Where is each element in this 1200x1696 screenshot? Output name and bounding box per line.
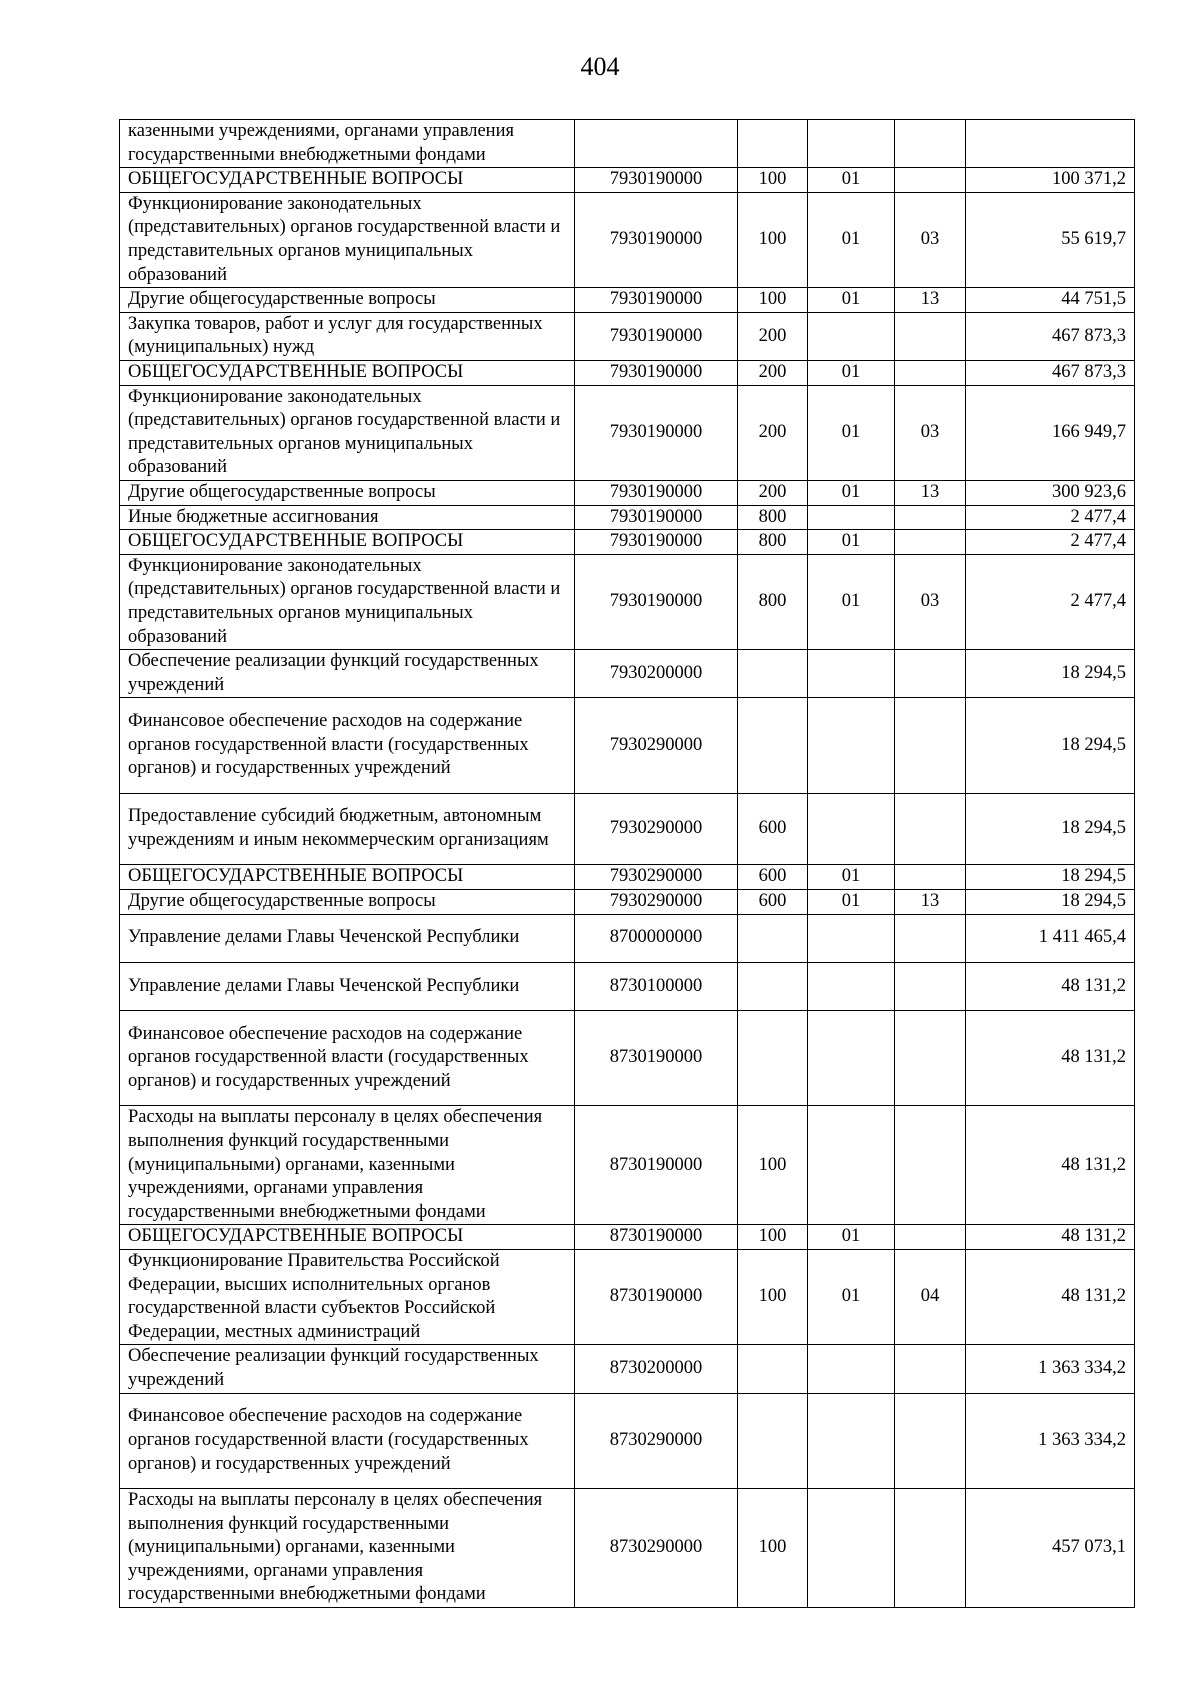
expense-name-cell: Расходы на выплаты персоналу в целях обеспечения выполнения функций государственными (муниципальными) органами, казенными учреждениями, органами управления государственными внебюджетными фондами	[120, 1489, 575, 1608]
amount-cell: 300 923,6	[966, 480, 1135, 505]
table-row	[120, 890, 1135, 915]
budget-table	[119, 119, 1135, 1608]
expense-name-cell: Закупка товаров, работ и услуг для государственных (муниципальных) нужд	[120, 312, 575, 360]
expense-name-cell: Иные бюджетные ассигнования	[120, 505, 575, 530]
expense-type-cell: 200	[738, 385, 808, 480]
expense-type-cell	[738, 962, 808, 1010]
expense-name-cell: Другие общегосударственные вопросы	[120, 288, 575, 313]
expense-type-cell	[738, 1011, 808, 1106]
amount-cell: 100 371,2	[966, 168, 1135, 193]
subsection-cell	[895, 865, 966, 890]
expense-type-cell: 100	[738, 168, 808, 193]
subsection-cell: 03	[895, 385, 966, 480]
expense-type-cell: 800	[738, 530, 808, 555]
target-code-cell: 7930190000	[575, 192, 738, 287]
section-cell	[808, 914, 895, 962]
expense-name-cell: Функционирование законодательных (представительных) органов государственной власти и представительных органов муниципальных образований	[120, 554, 575, 649]
target-code-cell: 8730100000	[575, 962, 738, 1010]
expense-type-cell	[738, 914, 808, 962]
section-cell: 01	[808, 554, 895, 649]
subsection-cell	[895, 168, 966, 193]
section-cell	[808, 650, 895, 698]
subsection-cell: 03	[895, 554, 966, 649]
expense-type-cell: 200	[738, 312, 808, 360]
amount-cell: 1 411 465,4	[966, 914, 1135, 962]
table-row	[120, 1489, 1135, 1608]
expense-type-cell	[738, 120, 808, 168]
table-row	[120, 865, 1135, 890]
amount-cell: 48 131,2	[966, 1225, 1135, 1250]
subsection-cell	[895, 793, 966, 865]
table-row	[120, 505, 1135, 530]
target-code-cell: 7930190000	[575, 288, 738, 313]
expense-type-cell: 200	[738, 480, 808, 505]
target-code-cell: 7930290000	[575, 698, 738, 793]
table-row	[120, 288, 1135, 313]
table-row	[120, 554, 1135, 649]
section-cell	[808, 1345, 895, 1393]
target-code-cell: 7930190000	[575, 505, 738, 530]
table-row	[120, 1106, 1135, 1225]
subsection-cell	[895, 1393, 966, 1488]
table-row	[120, 1393, 1135, 1488]
subsection-cell: 13	[895, 288, 966, 313]
table-row	[120, 120, 1135, 168]
section-cell	[808, 505, 895, 530]
target-code-cell: 7930290000	[575, 865, 738, 890]
subsection-cell	[895, 360, 966, 385]
section-cell: 01	[808, 288, 895, 313]
table-row	[120, 385, 1135, 480]
amount-cell: 18 294,5	[966, 650, 1135, 698]
target-code-cell: 8730200000	[575, 1345, 738, 1393]
subsection-cell	[895, 698, 966, 793]
table-row	[120, 192, 1135, 287]
expense-type-cell: 100	[738, 1225, 808, 1250]
target-code-cell: 7930190000	[575, 385, 738, 480]
amount-cell: 55 619,7	[966, 192, 1135, 287]
subsection-cell: 13	[895, 890, 966, 915]
target-code-cell: 8730290000	[575, 1393, 738, 1488]
expense-name-cell: ОБЩЕГОСУДАРСТВЕННЫЕ ВОПРОСЫ	[120, 168, 575, 193]
expense-name-cell: Финансовое обеспечение расходов на содержание органов государственной власти (государственных органов) и государственных учреждений	[120, 698, 575, 793]
expense-type-cell: 100	[738, 192, 808, 287]
subsection-cell	[895, 962, 966, 1010]
table-row	[120, 312, 1135, 360]
target-code-cell	[575, 120, 738, 168]
expense-name-cell: Предоставление субсидий бюджетным, автономным учреждениям и иным некоммерческим организациям	[120, 793, 575, 865]
expense-name-cell: Функционирование Правительства Российской Федерации, высших исполнительных органов государственной власти субъектов Российской Федерации, местных администраций	[120, 1250, 575, 1345]
target-code-cell: 8730190000	[575, 1106, 738, 1225]
target-code-cell: 7930190000	[575, 530, 738, 555]
section-cell	[808, 962, 895, 1010]
expense-type-cell: 600	[738, 865, 808, 890]
expense-name-cell: Финансовое обеспечение расходов на содержание органов государственной власти (государственных органов) и государственных учреждений	[120, 1011, 575, 1106]
amount-cell: 18 294,5	[966, 698, 1135, 793]
section-cell	[808, 120, 895, 168]
amount-cell: 457 073,1	[966, 1489, 1135, 1608]
table-row	[120, 1250, 1135, 1345]
expense-type-cell: 600	[738, 793, 808, 865]
amount-cell: 2 477,4	[966, 505, 1135, 530]
target-code-cell: 7930190000	[575, 554, 738, 649]
expense-type-cell: 100	[738, 1489, 808, 1608]
amount-cell: 18 294,5	[966, 890, 1135, 915]
section-cell: 01	[808, 1250, 895, 1345]
amount-cell: 18 294,5	[966, 865, 1135, 890]
section-cell: 01	[808, 192, 895, 287]
section-cell: 01	[808, 865, 895, 890]
subsection-cell	[895, 1345, 966, 1393]
table-row	[120, 793, 1135, 865]
expense-name-cell: ОБЩЕГОСУДАРСТВЕННЫЕ ВОПРОСЫ	[120, 1225, 575, 1250]
target-code-cell: 7930190000	[575, 312, 738, 360]
table-row	[120, 914, 1135, 962]
section-cell	[808, 793, 895, 865]
section-cell	[808, 698, 895, 793]
section-cell: 01	[808, 1225, 895, 1250]
table-row	[120, 1011, 1135, 1106]
table-row	[120, 698, 1135, 793]
expense-name-cell: Финансовое обеспечение расходов на содержание органов государственной власти (государственных органов) и государственных учреждений	[120, 1393, 575, 1488]
subsection-cell: 13	[895, 480, 966, 505]
subsection-cell	[895, 312, 966, 360]
expense-name-cell: Обеспечение реализации функций государственных учреждений	[120, 650, 575, 698]
section-cell: 01	[808, 480, 895, 505]
subsection-cell	[895, 650, 966, 698]
amount-cell: 1 363 334,2	[966, 1393, 1135, 1488]
target-code-cell: 7930190000	[575, 168, 738, 193]
subsection-cell	[895, 1225, 966, 1250]
section-cell	[808, 1106, 895, 1225]
section-cell: 01	[808, 168, 895, 193]
amount-cell: 48 131,2	[966, 1011, 1135, 1106]
target-code-cell: 7930200000	[575, 650, 738, 698]
subsection-cell	[895, 1011, 966, 1106]
expense-type-cell	[738, 1345, 808, 1393]
table-row	[120, 1345, 1135, 1393]
amount-cell: 1 363 334,2	[966, 1345, 1135, 1393]
expense-name-cell: казенными учреждениями, органами управления государственными внебюджетными фондами	[120, 120, 575, 168]
target-code-cell: 8730290000	[575, 1489, 738, 1608]
subsection-cell	[895, 1489, 966, 1608]
section-cell	[808, 1393, 895, 1488]
expense-type-cell: 600	[738, 890, 808, 915]
table-row	[120, 530, 1135, 555]
section-cell	[808, 1011, 895, 1106]
expense-type-cell: 100	[738, 288, 808, 313]
target-code-cell: 8730190000	[575, 1225, 738, 1250]
table-row	[120, 1225, 1135, 1250]
amount-cell: 18 294,5	[966, 793, 1135, 865]
target-code-cell: 7930190000	[575, 480, 738, 505]
amount-cell	[966, 120, 1135, 168]
table-row	[120, 480, 1135, 505]
expense-type-cell: 100	[738, 1250, 808, 1345]
target-code-cell: 8700000000	[575, 914, 738, 962]
expense-type-cell	[738, 650, 808, 698]
expense-type-cell	[738, 698, 808, 793]
target-code-cell: 7930290000	[575, 793, 738, 865]
table-row	[120, 962, 1135, 1010]
section-cell: 01	[808, 530, 895, 555]
amount-cell: 467 873,3	[966, 312, 1135, 360]
expense-type-cell: 800	[738, 554, 808, 649]
target-code-cell: 7930190000	[575, 360, 738, 385]
subsection-cell: 03	[895, 192, 966, 287]
section-cell: 01	[808, 385, 895, 480]
expense-name-cell: ОБЩЕГОСУДАРСТВЕННЫЕ ВОПРОСЫ	[120, 865, 575, 890]
subsection-cell	[895, 914, 966, 962]
expense-name-cell: Расходы на выплаты персоналу в целях обеспечения выполнения функций государственными (муниципальными) органами, казенными учреждениями, органами управления государственными внебюджетными фондами	[120, 1106, 575, 1225]
expense-name-cell: ОБЩЕГОСУДАРСТВЕННЫЕ ВОПРОСЫ	[120, 530, 575, 555]
page-number: 404	[580, 52, 620, 81]
expense-name-cell: Функционирование законодательных (представительных) органов государственной власти и представительных органов муниципальных образований	[120, 385, 575, 480]
subsection-cell	[895, 505, 966, 530]
expense-type-cell: 200	[738, 360, 808, 385]
expense-type-cell: 800	[738, 505, 808, 530]
amount-cell: 166 949,7	[966, 385, 1135, 480]
table-row	[120, 168, 1135, 193]
target-code-cell: 7930290000	[575, 890, 738, 915]
expense-type-cell: 100	[738, 1106, 808, 1225]
section-cell: 01	[808, 890, 895, 915]
amount-cell: 44 751,5	[966, 288, 1135, 313]
expense-name-cell: Другие общегосударственные вопросы	[120, 480, 575, 505]
amount-cell: 48 131,2	[966, 1250, 1135, 1345]
section-cell: 01	[808, 360, 895, 385]
expense-name-cell: Обеспечение реализации функций государственных учреждений	[120, 1345, 575, 1393]
section-cell	[808, 312, 895, 360]
subsection-cell	[895, 1106, 966, 1225]
amount-cell: 48 131,2	[966, 1106, 1135, 1225]
expense-type-cell	[738, 1393, 808, 1488]
expense-name-cell: Функционирование законодательных (представительных) органов государственной власти и представительных органов муниципальных образований	[120, 192, 575, 287]
expense-name-cell: ОБЩЕГОСУДАРСТВЕННЫЕ ВОПРОСЫ	[120, 360, 575, 385]
amount-cell: 467 873,3	[966, 360, 1135, 385]
table-body	[120, 120, 1135, 1608]
subsection-cell: 04	[895, 1250, 966, 1345]
section-cell	[808, 1489, 895, 1608]
subsection-cell	[895, 120, 966, 168]
expense-name-cell: Управление делами Главы Чеченской Республики	[120, 914, 575, 962]
target-code-cell: 8730190000	[575, 1011, 738, 1106]
table-row	[120, 360, 1135, 385]
amount-cell: 48 131,2	[966, 962, 1135, 1010]
target-code-cell: 8730190000	[575, 1250, 738, 1345]
subsection-cell	[895, 530, 966, 555]
amount-cell: 2 477,4	[966, 554, 1135, 649]
table-row	[120, 650, 1135, 698]
expense-name-cell: Другие общегосударственные вопросы	[120, 890, 575, 915]
expense-name-cell: Управление делами Главы Чеченской Республики	[120, 962, 575, 1010]
amount-cell: 2 477,4	[966, 530, 1135, 555]
